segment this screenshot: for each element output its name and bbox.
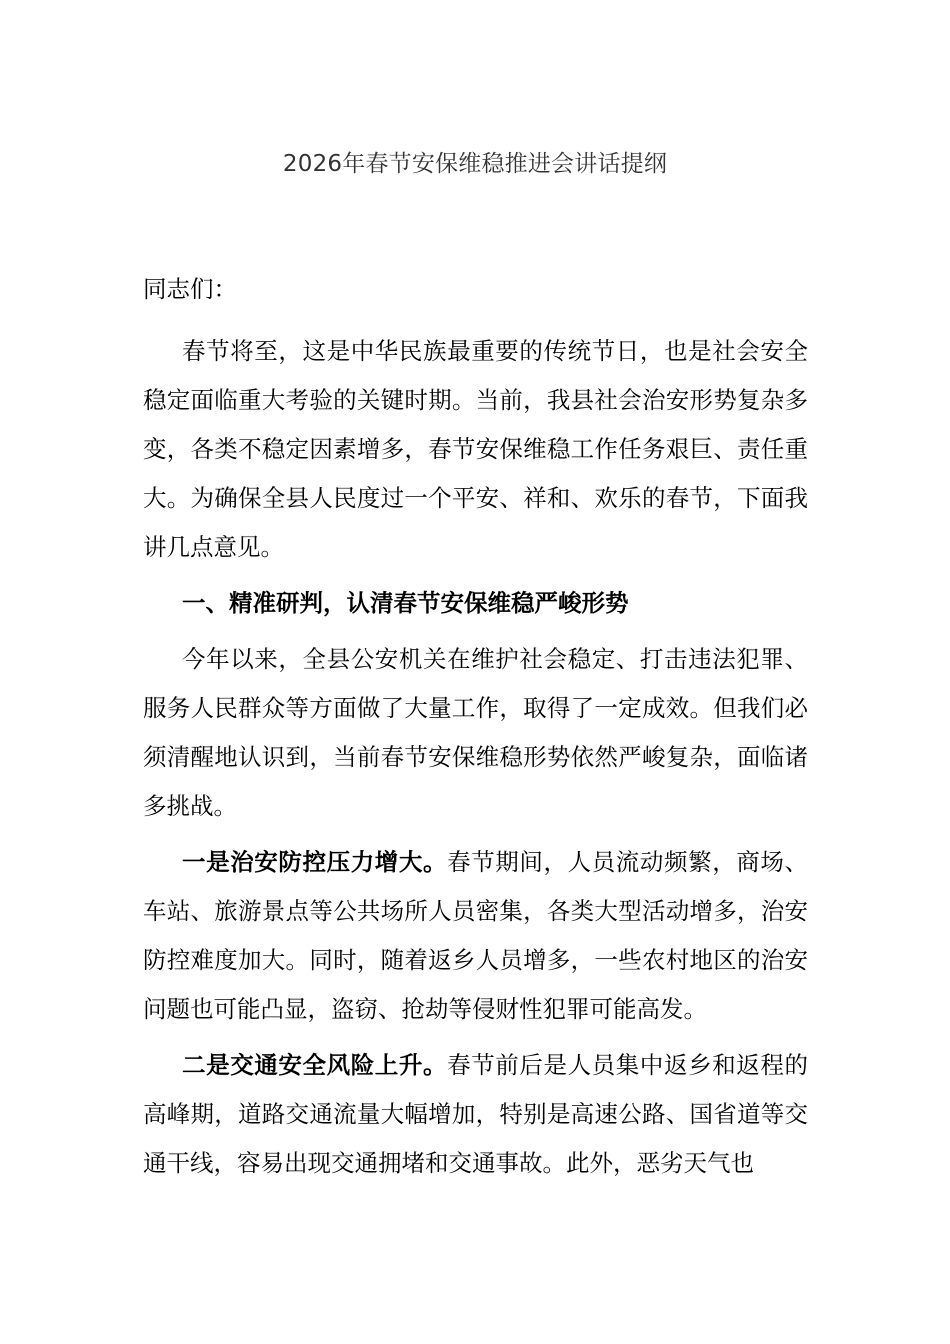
intro-paragraph: 春节将至，这是中华民族最重要的传统节日，也是社会安全稳定面临重大考验的关键时期。当前，我县社会治安形势复杂多变，各类不稳定因素增多，春节安保维稳工作任务艰巨、责任重大。为确保全县人民度过一个平安、祥和、欢乐的春节，下面我讲几点意见。 <box>143 337 808 561</box>
point-paragraph-1 <box>143 838 808 1034</box>
salutation: 同志们： <box>143 275 237 303</box>
point-lead-2: 二是交通安全风险上升。 <box>182 1051 448 1079</box>
document-title: 2026年春节安保维稳推进会讲话提纲 <box>282 151 668 177</box>
point-paragraph-2 <box>143 1041 808 1188</box>
point-text-2: 春节前后是人员集中返乡和返程的高峰期，道路交通流量大幅增加，特别是高速公路、国省道等交通干线，容易出现交通拥堵和交通事故。此外，恶劣天气也 <box>143 1051 809 1177</box>
section1-paragraph: 今年以来，全县公安机关在维护社会稳定、打击违法犯罪、服务人民群众等方面做了大量工作，取得了一定成效。但我们必须清醒地认识到，当前春节安保维稳形势依然严峻复杂，面临诸多挑战。 <box>143 645 808 820</box>
point-lead-1: 一是治安防控压力增大。 <box>182 848 448 876</box>
section-heading-1: 一、精准研判，认清春节安保维稳严峻形势 <box>182 589 629 617</box>
document-body <box>143 327 808 1195</box>
point-text-1: 春节期间，人员流动频繁，商场、车站、旅游景点等公共场所人员密集，各类大型活动增多，治安防控难度加大。同时，随着返乡人员增多，一些农村地区的治安问题也可能凸显，盗窃、抢劫等侵财性犯罪可能高发。 <box>143 848 809 1023</box>
